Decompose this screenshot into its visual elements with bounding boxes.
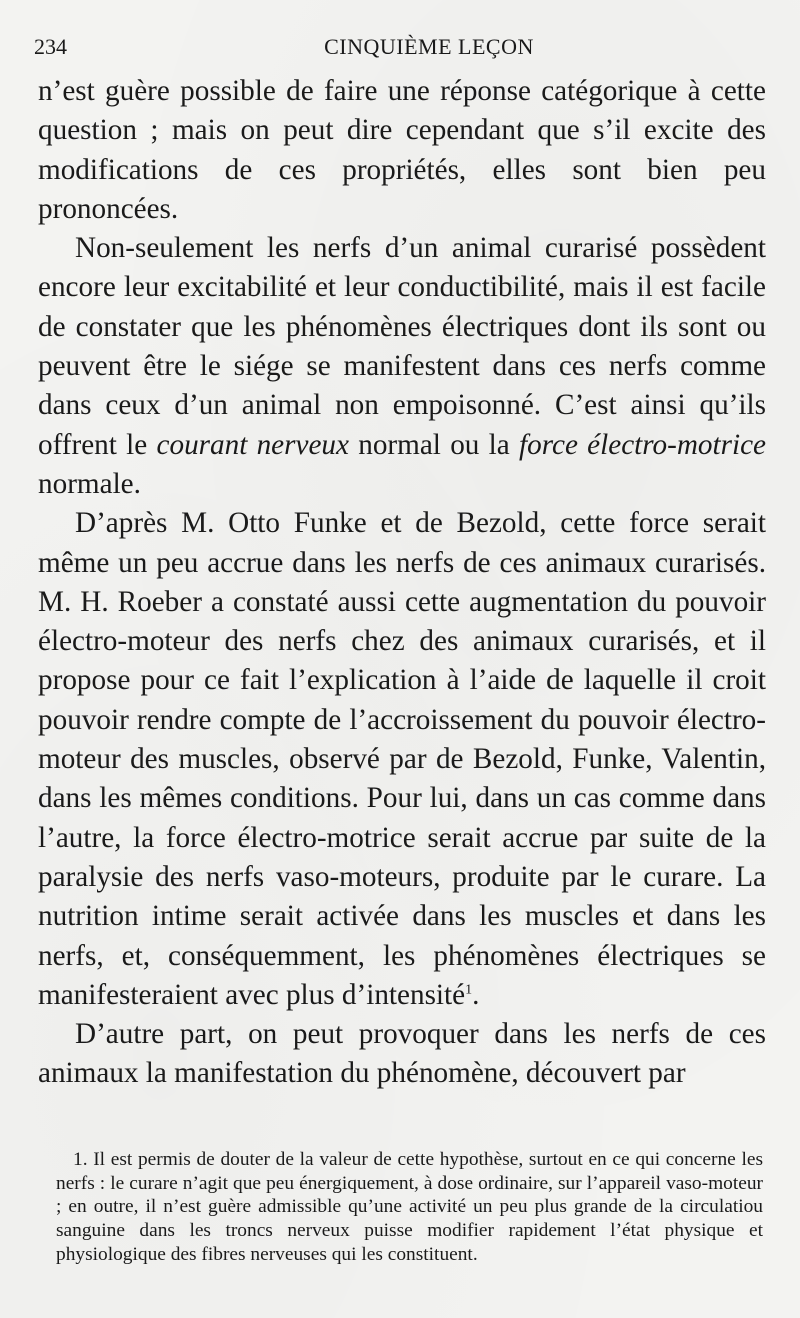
text-run: n’est guère possible de faire une réponse catégorique à cette question ; mais on peut dire cependant que s’il excite des modifications de ces propriétés, elles sont bien peu prononcées. bbox=[38, 75, 766, 225]
text-run: . bbox=[472, 978, 480, 1011]
page-number: 234 bbox=[34, 34, 67, 59]
paragraph bbox=[38, 1015, 766, 1094]
body-text bbox=[38, 72, 766, 1094]
footnote-marker: 1 bbox=[465, 982, 473, 998]
italic-term: force électro-motrice bbox=[519, 428, 767, 461]
text-run: Non-seulement les nerfs d’un animal curarisé possèdent encore leur excitabilité et leur conductibilité, mais il est facile de constater que les phénomènes électriques dont ils sont ou peuvent être le siége se manifestent dans ces nerfs comme dans ceux d’un animal non empoisonné. C’est ainsi qu’ils offrent le bbox=[38, 232, 766, 461]
text-run: normale. bbox=[38, 467, 141, 500]
page-header bbox=[34, 34, 764, 62]
text-run: normal ou la bbox=[348, 428, 520, 461]
running-head: CINQUIÈME LEÇON bbox=[324, 34, 534, 59]
paragraph bbox=[38, 504, 766, 1015]
italic-term: courant nerveux bbox=[156, 428, 349, 461]
paragraph bbox=[38, 229, 766, 504]
footnote bbox=[56, 1148, 763, 1267]
paragraph bbox=[38, 72, 766, 229]
text-run: D’autre part, on peut provoquer dans les nerfs de ces animaux la manifestation du phénomène, découvert par bbox=[38, 1018, 766, 1090]
footnote-text: 1. Il est permis de douter de la valeur de cette hypothèse, surtout en ce qui concerne les nerfs : le curare n’agit que peu énergiquement, à dose ordinaire, sur l’appareil vaso-moteur ; en outre, il n’est guère admissible qu’une activité un peu plus grande de la circulatiou sanguine dans les troncs nerveux puisse modifier rapidement l’état physique et physiologique des fibres nerveuses qui les constituent. bbox=[56, 1149, 763, 1265]
text-run: D’après M. Otto Funke et de Bezold, cette force serait même un peu accrue dans les nerfs de ces animaux curarisés. M. H. Roeber a constaté aussi cette augmentation du pouvoir électro-moteur des nerfs chez des animaux curarisés, et il propose pour ce fait l’explication à l’aide de laquelle il croit pouvoir rendre compte de l’accroissement du pouvoir électro-moteur des muscles, observé par de Bezold, Funke, Valentin, dans les mêmes conditions. Pour lui, dans un cas comme dans l’autre, la force électro-motrice serait accrue par suite de la paralysie des nerfs vaso-moteurs, produite par le curare. La nutrition intime serait activée dans les muscles et dans les nerfs, et, conséquemment, les phénomènes électriques se manifesteraient avec plus d’intensité bbox=[38, 507, 766, 1011]
